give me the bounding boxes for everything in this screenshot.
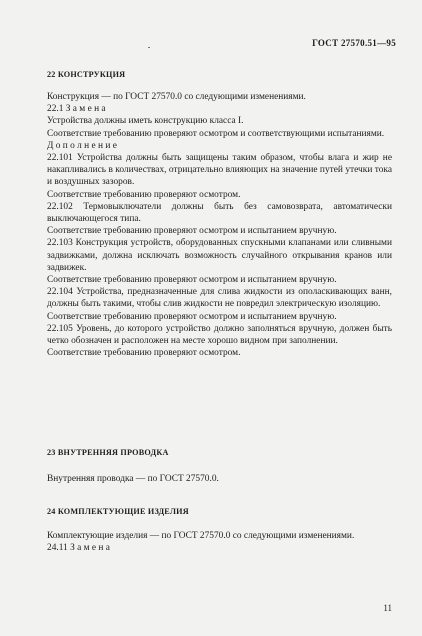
- paragraph: Соответствие требованию проверяют осмотром.: [47, 189, 241, 200]
- paragraph: 22.105 Уровень, до которого устройство должно заполняться вручную, должен быть четко обозначен и расположен на месте хорошо видном при заполнении.: [47, 323, 392, 347]
- paragraph: Соответствие требованию проверяют осмотром и испытанием вручную.: [47, 275, 337, 286]
- section-23-body: [47, 473, 392, 485]
- paragraph: Д о п о л н е н и е: [47, 140, 117, 151]
- section-22-title: 22 КОНСТРУКЦИЯ: [47, 70, 126, 79]
- paragraph: Конструкция — по ГОСТ 27570.0 со следующими изменениями.: [47, 92, 306, 102]
- section-22-body: [47, 91, 392, 359]
- section-24-title: 24 КОМПЛЕКТУЮЩИЕ ИЗДЕЛИЯ: [47, 507, 189, 516]
- paragraph: Комплектующие изделия — по ГОСТ 27570.0 со следующими изменениями.: [47, 531, 355, 541]
- paragraph: Соответствие требованию проверяют осмотром.: [47, 348, 241, 359]
- paragraph: 22.102 Термовыключатели должны быть без самовозврата, автоматически выключающегося типа.: [47, 201, 392, 225]
- paragraph: 22.104 Устройства, предназначенные для слива жидкости из ополаскивающих ванн, должны быть такими, чтобы слив жидкости не повредил электрическую изоляцию.: [47, 287, 392, 310]
- paragraph: Внутренняя проводка — по ГОСТ 27570.0.: [47, 474, 219, 484]
- paragraph: 24.11 З а м е н а: [47, 543, 110, 554]
- scan-speck: [148, 47, 150, 48]
- paragraph: 22.101 Устройства должны быть защищены таким образом, чтобы влага и жир не накапливались в количествах, отрицательно влияющих на значение путей утечки тока и воздушных зазоров.: [47, 153, 392, 188]
- paragraph: Соответствие требованию проверяют осмотром и испытанием вручную.: [47, 226, 337, 237]
- document-header: ГОСТ 27570.51—95: [312, 38, 396, 48]
- section-23-title: 23 ВНУТРЕННЯЯ ПРОВОДКА: [47, 448, 169, 457]
- paragraph: Соответствие требованию проверяют осмотром и испытанием вручную.: [47, 311, 337, 322]
- page-number: 11: [383, 603, 392, 613]
- paragraph: Устройства должны иметь конструкцию класса I.: [47, 116, 244, 127]
- paragraph: 22.1 З а м е н а: [47, 104, 106, 115]
- paragraph: 22.103 Конструкция устройств, оборудованных спускными клапанами или сливными задвижками, должна исключать возможность случайного открывания кранов или задвижек.: [47, 238, 392, 273]
- section-24-body: [47, 530, 392, 554]
- paragraph: Соответствие требованию проверяют осмотром и соответствующими испытаниями.: [47, 128, 385, 139]
